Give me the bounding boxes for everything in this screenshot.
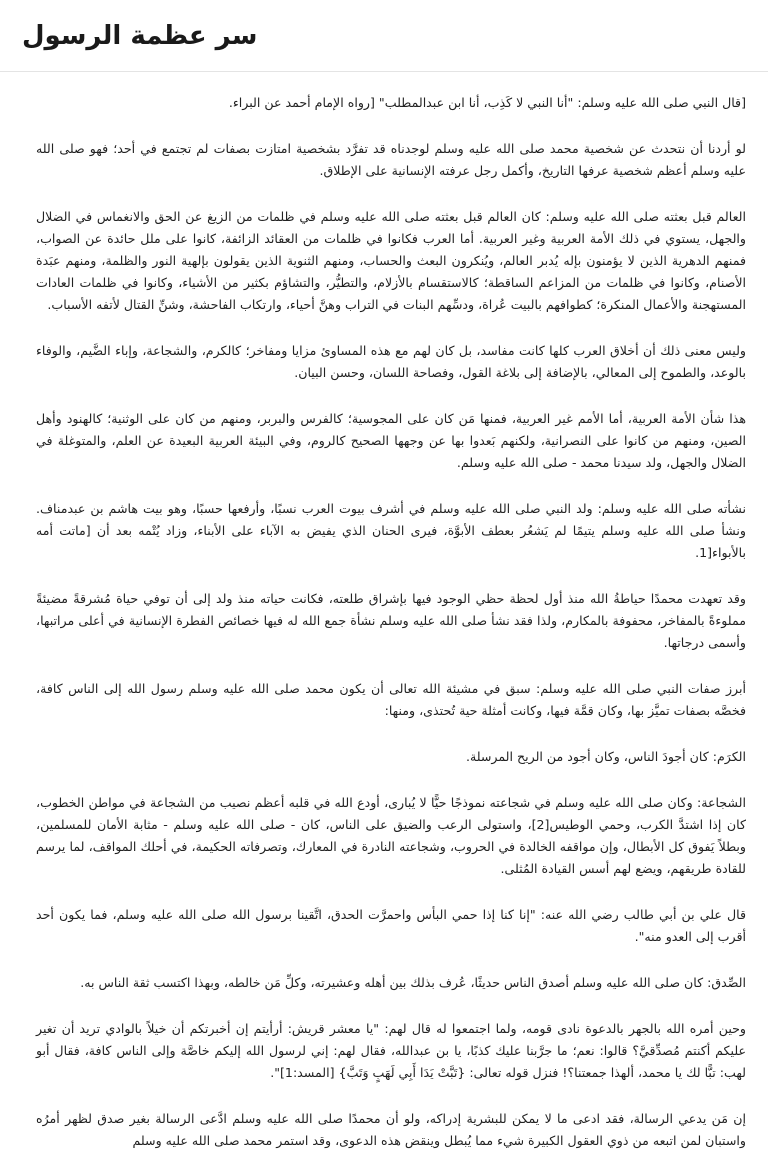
paragraph: وقد تعهدت محمدًا حياطةُ الله منذ أول لحظة حظي الوجود فيها بإشراق طلعته، فكانت حياته منذ ولد إلى أن توفي حياة مُشرقةً مضيئةً مملوءةً بالمفاخر، محفوفة بالمكارم، ولذا فقد نشأ صلى الله عليه وسلم نشأة جمع الله له فيها خصائص الفطرة الإنسانية في أعلى مراتبها، وأسمى درجاتها.	[36, 591, 746, 650]
paragraph: [قال النبي صلى الله عليه وسلم: "أنا النبي لا كَذِب، أنا ابن عبدالمطلب" [رواه الإمام أحمد عن البراء.	[228, 95, 746, 110]
page-title: سر عظمة الرسول	[22, 20, 258, 51]
paragraph: هذا شأن الأمة العربية، أما الأمم غير العربية، فمنها مَن كان على المجوسية؛ كالفرس والبربر، ومنهم من كان على الوثنية؛ كالهنود وأهل الصين، ومنهم من كانوا على النصرانية، ولكنهم بَعدوا بها عن وجهها الصحيح كالروم، وفي البيئة العربية البعيدة عن العلم، والمتوغلة في الضلال والجهل، ولد سيدنا محمد - صلى الله عليه وسلم.	[36, 411, 746, 470]
paragraph: وحين أمره الله بالجهر بالدعوة نادى قومه، ولما اجتمعوا له قال لهم: "يا معشر قريش: أرأيتم إن أخبرتكم أن خيلاً بالوادي تريد أن تغير عليكم أكنتم مُصدِّقيَّ؟ قالوا: نعم؛ ما جرَّبنا عليك كذبًا، يا بن عبدالله، فقال لهم: إني لرسول الله إليكم خاصَّة وإلى الناس كافة، فقال أبو لهب: تبًّا لك يا محمد، ألهذا جمعتنا؟! فنزل قوله تعالى: {تَبَّتْ يَدَا أَبِي لَهَبٍ وَتَبَّ} [المسد:1]".	[36, 1021, 746, 1080]
paragraph: الكرَم: كان أجودَ الناس، وكان أجود من الريح المرسلة.	[465, 749, 746, 764]
paragraph: الصِّدق: كان صلى الله عليه وسلم أصدق الناس حديثًا، عُرف بذلك بين أهله وعشيرته، وكلِّ مَن خالطه، وبهذا اكتسب ثقة الناس به.	[80, 975, 746, 990]
article-body	[0, 72, 768, 1152]
page-header	[0, 0, 768, 72]
paragraph: إن مَن يدعي الرسالة، فقد ادعى ما لا يمكن للبشرية إدراكه، ولو أن محمدًا صلى الله عليه وسلم ادَّعى الرسالة بغير صدق لظهر أمرُه واستبان لمن اتبعه من ذوي العقول الكبيرة شيء مما يُبطل وينقض هذه الدعوى، وقد استمر محمد صلى الله عليه وسلم	[36, 1111, 746, 1148]
paragraph: أبرز صفات النبي صلى الله عليه وسلم: سبق في مشيئة الله تعالى أن يكون محمد صلى الله عليه وسلم رسول الله إلى الناس كافة، فخصَّه بصفات تميَّز بها، وكان قمَّة فيها، وكانت أمثلة حية تُحتذى، ومنها:	[36, 681, 746, 718]
paragraph: وليس معنى ذلك أن أخلاق العرب كلها كانت مفاسد، بل كان لهم مع هذه المساوئ مزايا ومفاخر؛ كالكرم، والشجاعة، وإباء الضَّيم، والوفاء بالوعد، والطموح إلى المعالي، بالإضافة إلى بلاغة القول، وفصاحة اللسان، وحسن البيان.	[36, 343, 746, 380]
paragraph: الشجاعة: وكان صلى الله عليه وسلم في شجاعته نموذجًا حيًّا لا يُبارى، أودع الله في قلبه أعظم نصيب من الشجاعة في مواطن الخطوب، كان إذا اشتدَّ الكرب، وحمي الوطيس[2]، واستولى الرعب والضيق على الناس، كان - صلى الله عليه وسلم - مثابة الأمان للمسلمين، وبطلاً يَفوق كل الأبطال، وإن مواقفه الخالدة في الحروب، وشجاعته النادرة في المعارك، وتصرفاته الحكيمة، في أحلك المواقف، لما يرسم للقادة طريقهم، ويضع لهم أسس القيادة المُثلى.	[36, 795, 746, 876]
paragraph: لو أردنا أن نتحدث عن شخصية محمد صلى الله عليه وسلم لوجدناه قد تفرَّد بشخصية امتازت بصفات لم تجتمع في أحد؛ فهو صلى الله عليه وسلم أعظم شخصية عرفها التاريخ، وأكمل رجل عرفته الإنسانية على الإطلاق.	[36, 141, 746, 178]
paragraph: العالم قبل بعثته صلى الله عليه وسلم: كان العالم قبل بعثته صلى الله عليه وسلم في ظلمات من الزيغ عن الحق والانغماس في الضلال والجهل، يستوي في ذلك الأمة العربية وغير العربية. أما العرب فكانوا في ظلمات من العقائد الزائفة، كانوا على ملل حائدة عن الصواب، فمنهم الدهرية الذين لا يؤمنون بإله يُدبر العالم، ويُنكرون البعث والحساب، ومنهم الثنوية الذين يقولون بإلهية النور والظلمة، ومنهم عبَدة الأصنام، وكانوا في ظلمات من المزاعم الساقطة؛ كالاستقسام بالأزلام، والتطيُّر، والتشاؤم بكثير من الأشياء، وكانوا في ظلمات العادات المستهجنة والأعمال المنكرة؛ كطوافهم بالبيت عُراة، ودسِّهم البنات في التراب وهنَّ أحياء، وارتكاب الفاحشة، وشنِّ القتال لأتفه الأسباب.	[36, 209, 746, 312]
paragraph: نشأته صلى الله عليه وسلم: ولد النبي صلى الله عليه وسلم في أشرف بيوت العرب نسبًا، وأرفعها حسبًا، وهو بيت هاشم بن عبدمناف. ونشأ صلى الله عليه وسلم يتيمًا لم يَشعُر بعطف الأبوَّة، فيرى الحنان الذي يفيض به الآباء على الأبناء، وزاد يُتْمه بعد أن [ماتت أمه بالأبواء[1.	[36, 501, 746, 560]
paragraph: قال علي بن أبي طالب رضي الله عنه: "إنا كنا إذا حمي البأس واحمرَّت الحدق، اتَّقينا برسول الله صلى الله عليه وسلم، فما يكون أحد أقرب إلى العدو منه".	[36, 907, 746, 944]
